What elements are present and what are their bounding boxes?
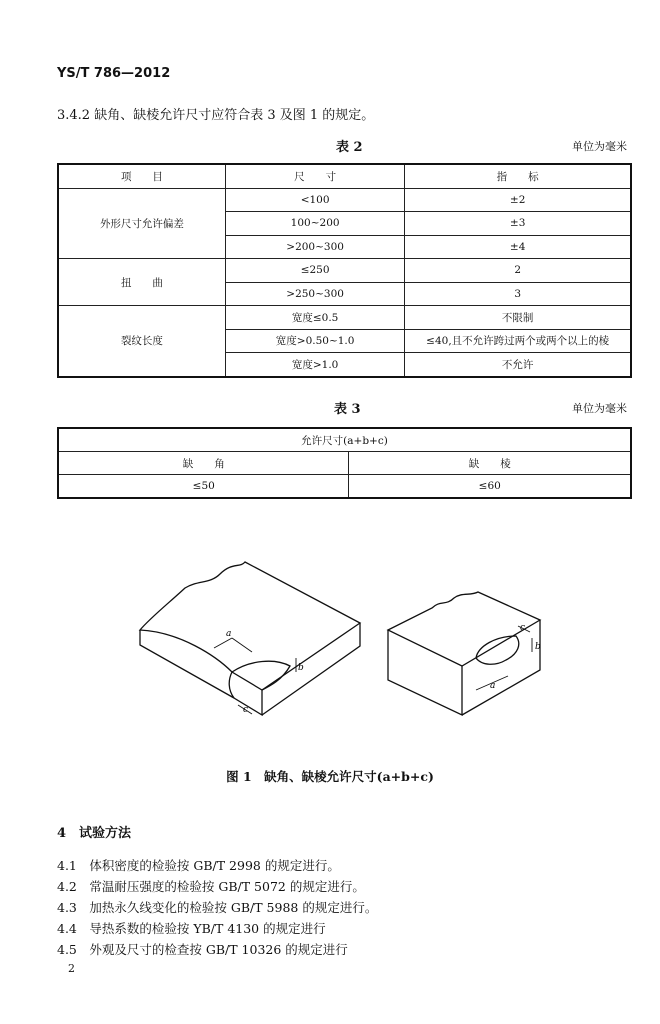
cell-index: ±2	[405, 188, 631, 212]
cell-size: 宽度>1.0	[225, 353, 404, 377]
table-header-row	[58, 428, 631, 452]
dim-label-c-right: c	[520, 623, 526, 633]
row-item: 扭 曲	[58, 259, 225, 306]
cell-size: <100	[225, 188, 404, 212]
cell-index: ≤40,且不允许跨过两个或两个以上的棱	[405, 329, 631, 353]
table2-unit: 单位为毫米	[572, 140, 627, 153]
dim-label-b-right: b	[535, 642, 541, 652]
col-header-index: 指 标	[405, 164, 631, 188]
col-header-corner: 缺 角	[58, 452, 349, 475]
cell-index: 不允许	[405, 353, 631, 377]
table3-caption: 表 3	[334, 402, 361, 417]
table-row	[58, 259, 631, 283]
list-item: 4.5 外观及尺寸的检查按 GB/T 10326 的规定进行	[57, 942, 348, 957]
cell-size: >250~300	[225, 282, 404, 306]
cell-size: 100~200	[225, 212, 404, 236]
standard-number: YS/T 786—2012	[57, 66, 171, 81]
list-item: 4.3 加热永久线变化的检验按 GB/T 5988 的规定进行。	[57, 900, 378, 915]
list-item: 4.2 常温耐压强度的检验按 GB/T 5072 的规定进行。	[57, 879, 365, 894]
dim-label-c-left: c	[243, 705, 249, 715]
col-header-item: 项 目	[58, 164, 225, 188]
clause-3-4-2: 3.4.2 缺角、缺棱允许尺寸应符合表 3 及图 1 的规定。	[57, 108, 375, 123]
table-2	[57, 163, 632, 378]
cell-index: 3	[405, 282, 631, 306]
dim-label-a-right: a	[490, 681, 496, 691]
cell-corner-value: ≤50	[58, 475, 349, 499]
table-row	[58, 475, 631, 499]
cell-size: 宽度≤0.5	[225, 306, 404, 330]
cell-edge-value: ≤60	[349, 475, 631, 499]
cell-size: >200~300	[225, 235, 404, 259]
row-item: 裂纹长度	[58, 306, 225, 377]
cell-index: ±4	[405, 235, 631, 259]
cell-index: 2	[405, 259, 631, 283]
list-item: 4.4 导热系数的检验按 YB/T 4130 的规定进行	[57, 921, 326, 936]
col-header-edge: 缺 棱	[349, 452, 631, 475]
allowed-size-header: 允许尺寸(a+b+c)	[58, 428, 631, 452]
dim-label-b-left: b	[298, 663, 304, 673]
figure-1-drawing	[0, 540, 660, 760]
table-row	[58, 188, 631, 212]
row-item: 外形尺寸允许偏差	[58, 188, 225, 259]
section-4-title: 4 试验方法	[57, 826, 132, 841]
table-header-row	[58, 452, 631, 475]
table-row	[58, 306, 631, 330]
col-header-size: 尺 寸	[225, 164, 404, 188]
table3-unit: 单位为毫米	[572, 402, 627, 415]
figure-1-caption: 图 1 缺角、缺棱允许尺寸(a+b+c)	[226, 769, 434, 784]
list-item: 4.1 体积密度的检验按 GB/T 2998 的规定进行。	[57, 858, 340, 873]
cell-size: 宽度>0.50~1.0	[225, 329, 404, 353]
cell-index: 不限制	[405, 306, 631, 330]
table-header-row	[58, 164, 631, 188]
table-3	[57, 427, 632, 499]
cell-size: ≤250	[225, 259, 404, 283]
cell-index: ±3	[405, 212, 631, 236]
dim-label-a-left: a	[226, 629, 232, 639]
table2-caption: 表 2	[336, 140, 363, 155]
page-number: 2	[68, 962, 75, 975]
